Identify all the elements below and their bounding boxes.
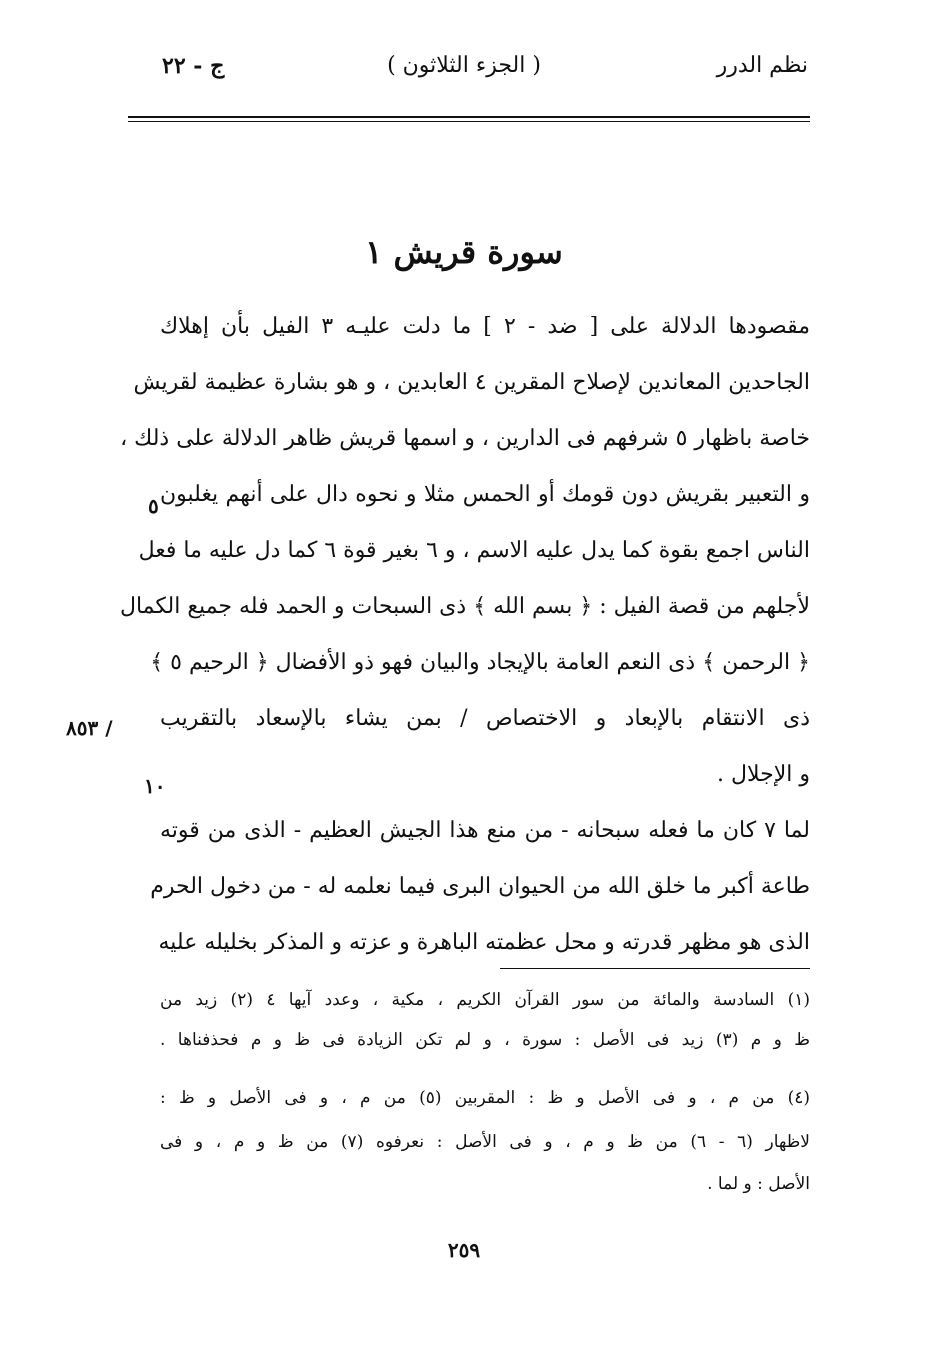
- footnote-line: لاظهار (٦ - ٦) من ظ و م ، و فى الأصل : نعرفوه (٧) من ظ و م ، و فى: [160, 1132, 810, 1152]
- footnote-line: (١) السادسة والمائة من سور القرآن الكريم ، مكية ، وعدد آيها ٤ (٢) زيد من: [160, 990, 810, 1010]
- page-number: ٢٥٩: [447, 1238, 481, 1262]
- body-line: الذى هو مظهر قدرته و محل عظمته الباهرة و عزته و المذكر بخليله عليه: [158, 930, 810, 955]
- header-rule-thick: [128, 116, 810, 118]
- body-line: الجاحدين المعاندين لإصلاح المقرين ٤ العابدين ، و هو بشارة عظيمة لقريش: [133, 370, 810, 395]
- body-line: لما ٧ كان ما فعله سبحانه - من منع هذا الجيش العظيم - الذى من قوته: [160, 818, 810, 843]
- manuscript-page-marker: / ٨٥٣: [66, 716, 113, 740]
- running-header-volume: ج - ٢٢: [162, 53, 225, 79]
- line-number-10: ١٠: [144, 774, 166, 798]
- body-line: و الإجلال .: [717, 762, 810, 787]
- line-number-5: ٥: [148, 494, 159, 518]
- running-header-part-title: ( الجزء الثلاثون ): [387, 53, 541, 78]
- body-line: و التعبير بقريش دون قومك أو الحمس مثلا و نحوه دال على أنهم يغلبون: [160, 482, 810, 507]
- surah-title: سورة قريش ١: [365, 233, 563, 271]
- running-header-book-title: نظم الدرر: [716, 53, 808, 78]
- body-line: الناس اجمع بقوة كما يدل عليه الاسم ، و ٦ بغير قوة ٦ كما دل عليه ما فعل: [138, 538, 810, 563]
- body-line: ﴿ الرحمن ﴾ ذى النعم العامة بالإيجاد والبيان فهو ذو الأفضال ﴿ الرحيم ٥ ﴾: [150, 650, 810, 675]
- footnote-line: الأصل : و لما .: [707, 1174, 810, 1194]
- footnote-line: ظ و م (٣) زيد فى الأصل : سورة ، و لم تكن الزيادة فى ظ و م فحذفناها .: [160, 1030, 810, 1050]
- footnote-line: (٤) من م ، و فى الأصل و ظ : المقربين (٥) من م ، و فى الأصل و ظ :: [160, 1088, 811, 1108]
- body-line: خاصة باظهار ٥ شرفهم فى الدارين ، و اسمها قريش ظاهر الدلالة على ذلك ،: [120, 426, 810, 451]
- body-line: لأجلهم من قصة الفيل : ﴿ بسم الله ﴾ ذى السبحات و الحمد فله جميع الكمال: [119, 594, 810, 619]
- body-line: طاعة أكبر ما خلق الله من الحيوان البرى فيما نعلمه له - من دخول الحرم: [150, 874, 810, 899]
- header-rule-thin: [128, 121, 810, 122]
- body-line: ذى الانتقام بالإبعاد و الاختصاص / بمن يشاء بالإسعاد بالتقريب: [160, 706, 810, 731]
- body-line: مقصودها الدلالة على [ ضد - ٢ ] ما دلت عليـه ٣ الفيل بأن إهلاك: [160, 314, 810, 339]
- footnote-rule: [500, 968, 810, 969]
